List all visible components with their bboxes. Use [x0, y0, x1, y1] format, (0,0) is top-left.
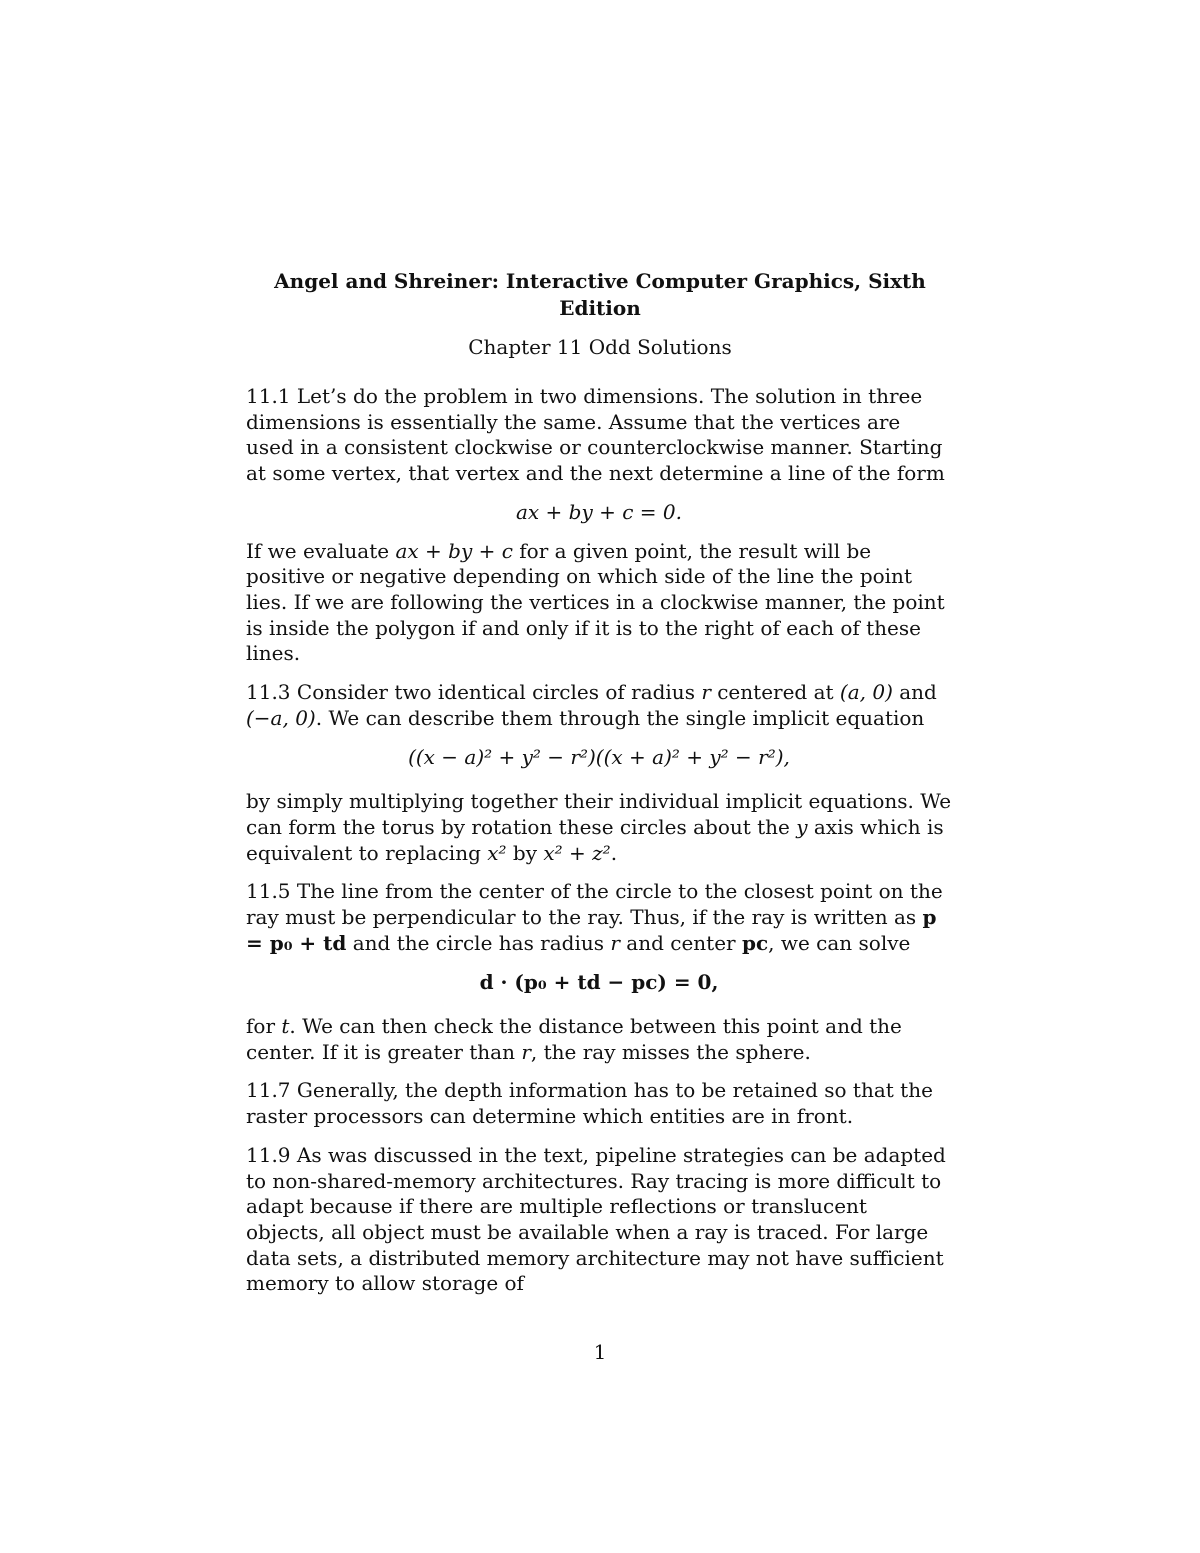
text: centered at [710, 680, 840, 705]
text: for [246, 1014, 282, 1039]
text: for a given point, the result will be positive or negative depending on which side of the line the point lies. If we are following the vertices in a clockwise manner, the point is inside the polygon if and only if it is to the right of each of these lines. [246, 538, 945, 666]
paragraph-torus [246, 789, 952, 866]
text: by [506, 840, 544, 865]
document-body [246, 384, 952, 1310]
equation-ray-sphere: d · (p₀ + td − pc) = 0, [479, 970, 719, 995]
text: by simply multiplying together their individual implicit equations. We can form the torus by rotation these circles about the [246, 789, 952, 839]
text: If we evaluate [246, 538, 396, 563]
text: and [892, 680, 937, 705]
inline-math: x² + z² [543, 840, 611, 865]
paragraph-11-5 [246, 879, 952, 956]
text: 11.5 The line from the center of the circle to the closest point on the ray must be perpendicular to the ray. Thus, if the ray is written as [246, 879, 943, 929]
inline-math: pc [741, 930, 769, 955]
inline-math: (a, 0) [839, 680, 893, 705]
inline-math: r [521, 1039, 531, 1064]
text: . We can describe them through the single implicit equation [315, 705, 925, 730]
text: 11.3 Consider two identical circles of radius [246, 680, 702, 705]
text: . We can then check the distance between this point and the center. If it is greater than [246, 1014, 902, 1064]
paragraph-11-3 [246, 680, 952, 731]
text: , we can solve [768, 930, 911, 955]
equation-torus: ((x − a)² + y² − r²)((x + a)² + y² − r²), [408, 745, 790, 770]
text: . [610, 840, 618, 865]
inline-math: y [796, 814, 808, 839]
document-subtitle: Chapter 11 Odd Solutions [468, 335, 732, 359]
inline-math: x² [487, 840, 507, 865]
paragraph-11-7: 11.7 Generally, the depth information has to be retained so that the raster processors can determine which entities are in front. [246, 1078, 933, 1129]
text: and center [619, 930, 742, 955]
paragraph-distance [246, 1014, 952, 1065]
paragraph-evaluate [246, 539, 952, 668]
inline-math: t [281, 1014, 290, 1039]
inline-math: ax + by + c [395, 538, 513, 563]
inline-math: r [610, 930, 620, 955]
inline-math: p = p₀ + td [246, 904, 937, 955]
document-title: Angel and Shreiner: Interactive Computer Graphics, Sixth Edition [274, 269, 926, 320]
paragraph-11-1: 11.1 Let’s do the problem in two dimensions. The solution in three dimensions is essentially the same. Assume that the vertices are used in a consistent clockwise or counterclockwise manner. Starting at some vertex, that vertex and the next determine a line of the form [246, 384, 945, 486]
text: and the circle has radius [346, 930, 611, 955]
inline-math: r [701, 680, 711, 705]
text: axis which is equivalent to replacing [246, 814, 944, 865]
inline-math: (−a, 0) [246, 705, 316, 730]
text: , the ray misses the sphere. [530, 1039, 811, 1064]
page-number: 1 [593, 1340, 607, 1364]
paragraph-11-9: 11.9 As was discussed in the text, pipeline strategies can be adapted to non-shared-memory architectures. Ray tracing is more difficult to adapt because if there are multiple reflections or translucent objects, all object must be available when a ray is traced. For large data sets, a distributed memory architecture may not have sufficient memory to allow storage of [246, 1142, 946, 1296]
equation-line: ax + by + c = 0. [515, 499, 682, 524]
